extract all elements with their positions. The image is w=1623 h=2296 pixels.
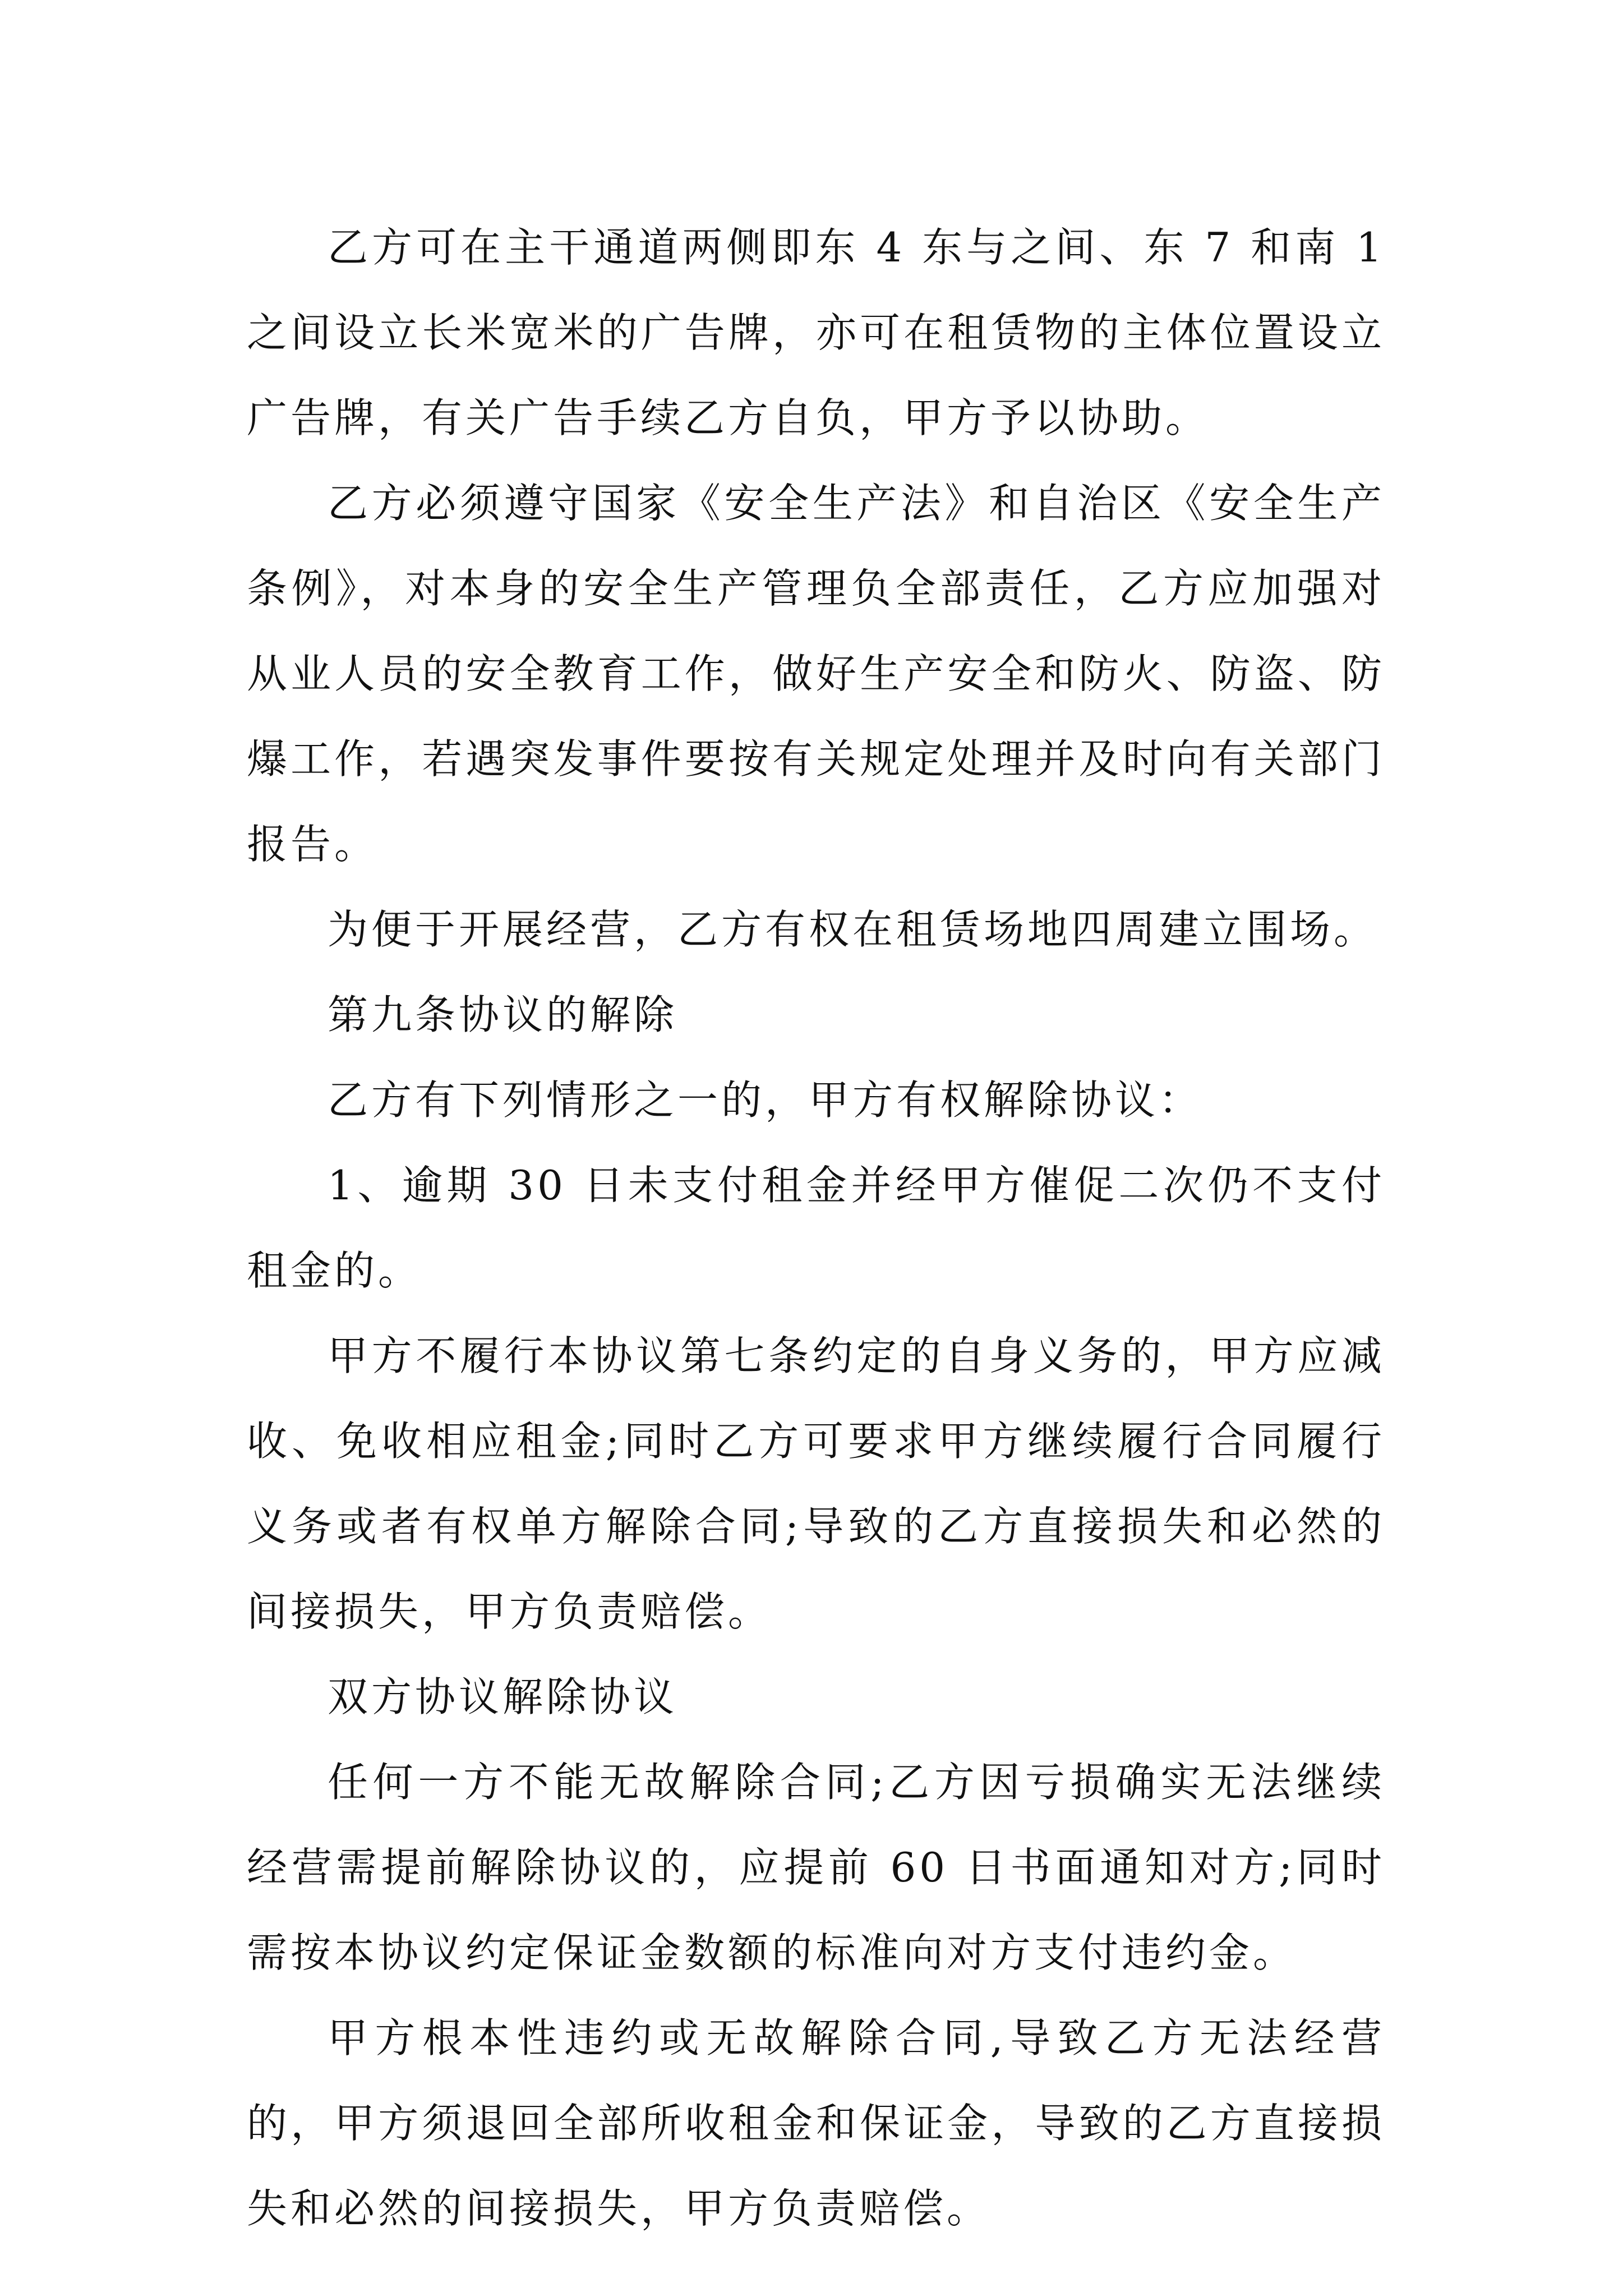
- paragraph-termination-conditions: 乙方有下列情形之一的，甲方有权解除协议：: [328, 1076, 1203, 1124]
- document-body: [247, 205, 1385, 2251]
- paragraph-no-unilateral-termination: 任何一方不能无故解除合同;乙方因亏损确实无法继续经营需提前解除协议的，应提前 60 日书面通知对方;同时需按本协议约定保证金数额的标准向对方支付违约金。: [247, 1759, 1385, 1976]
- paragraph-fundamental-breach: 甲方根本性违约或无故解除合同,导致乙方无法经营的，甲方须退回全部所收租金和保证金，导致的乙方直接损失和必然的间接损失，甲方负责赔偿。: [247, 2014, 1385, 2232]
- section-heading-termination: 第九条协议的解除: [328, 991, 678, 1038]
- subheading-mutual-termination: 双方协议解除协议: [328, 1673, 678, 1720]
- paragraph-safety: 乙方必须遵守国家《安全生产法》和自治区《安全生产条例》，对本身的安全生产管理负全部责任，乙方应加强对从业人员的安全教育工作，做好生产安全和防火、防盗、防爆工作，若遇突发事件要按有关规定处理并及时向有关部门报告。: [247, 480, 1385, 868]
- paragraph-party-a-breach: 甲方不履行本协议第七条约定的自身义务的，甲方应减收、免收相应租金;同时乙方可要求甲方继续履行合同履行义务或者有权单方解除合同;导致的乙方直接损失和必然的间接损失，甲方负责赔偿。: [247, 1332, 1385, 1635]
- paragraph-enclosure: 为便于开展经营，乙方有权在租赁场地四周建立围场。: [328, 906, 1378, 953]
- paragraph-overdue-rent: 1、逾期 30 日未支付租金并经甲方催促二次仍不支付租金的。: [247, 1162, 1385, 1294]
- paragraph-advertising: 乙方可在主干通道两侧即东 4 东与之间、东 7 和南 1 之间设立长米宽米的广告牌，亦可在租赁物的主体位置设立广告牌，有关广告手续乙方自负，甲方予以协助。: [247, 224, 1385, 441]
